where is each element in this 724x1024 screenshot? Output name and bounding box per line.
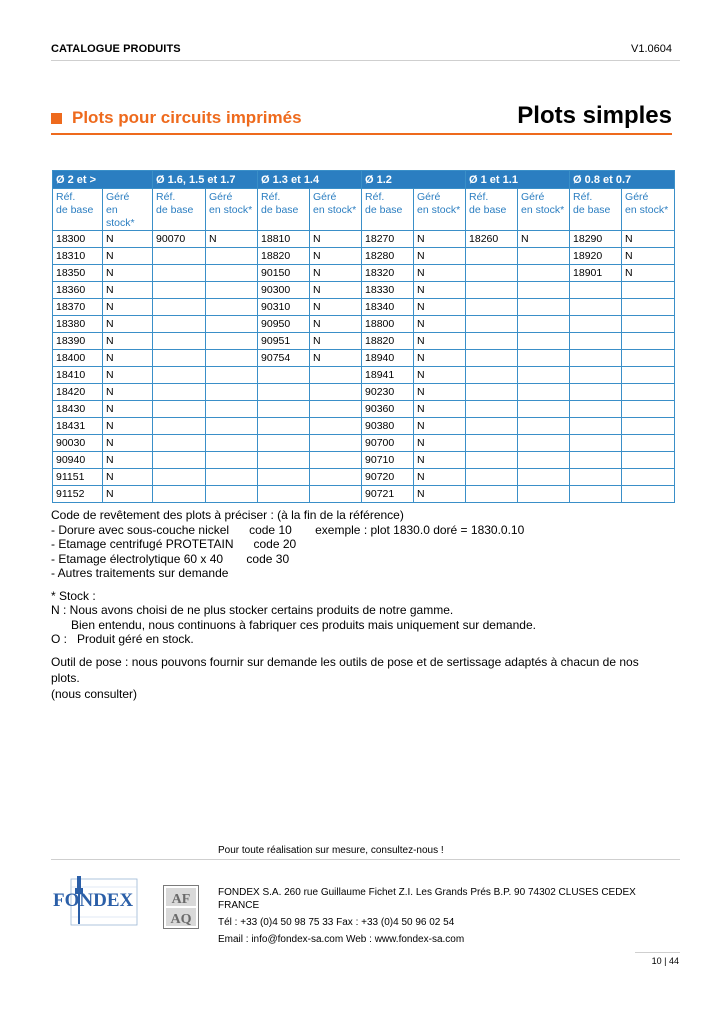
stock-cell	[310, 452, 362, 469]
table-row	[53, 265, 675, 282]
ref-cell	[153, 333, 206, 350]
stock-cell	[518, 316, 570, 333]
stock-cell	[622, 333, 675, 350]
table-row	[53, 231, 675, 248]
ref-cell: 18380	[53, 316, 103, 333]
stock-cell: N	[414, 231, 466, 248]
stock-cell	[310, 401, 362, 418]
ref-cell	[466, 418, 518, 435]
stock-cell	[206, 265, 258, 282]
ref-cell	[466, 486, 518, 503]
stock-o-line: O : Produit géré en stock.	[51, 632, 194, 646]
stock-cell: N	[414, 384, 466, 401]
stock-cell	[206, 486, 258, 503]
version-label: V1.0604	[631, 43, 672, 55]
stock-n-line: Bien entendu, nous continuons à fabriquer ces produits mais uniquement sur demande.	[51, 617, 536, 632]
stock-cell: N	[310, 248, 362, 265]
stock-cell	[622, 367, 675, 384]
stock-cell	[206, 452, 258, 469]
table-row	[53, 367, 675, 384]
ref-cell	[153, 265, 206, 282]
ref-cell: 90300	[258, 282, 310, 299]
stock-cell: N	[310, 231, 362, 248]
ref-cell: 90360	[362, 401, 414, 418]
ref-cell: 18410	[53, 367, 103, 384]
ref-cell: 18280	[362, 248, 414, 265]
stock-cell	[518, 248, 570, 265]
tool-line: (nous consulter)	[51, 687, 138, 701]
ref-cell: 90030	[53, 435, 103, 452]
ref-cell: 18940	[362, 350, 414, 367]
ref-cell	[466, 401, 518, 418]
stock-cell	[518, 452, 570, 469]
ref-cell: 90150	[258, 265, 310, 282]
ref-cell: 18260	[466, 231, 518, 248]
stock-cell	[206, 401, 258, 418]
ref-cell: 90721	[362, 486, 414, 503]
ref-cell	[153, 350, 206, 367]
stock-cell	[622, 469, 675, 486]
ref-cell: 18820	[258, 248, 310, 265]
orange-square-icon	[51, 113, 62, 124]
ref-cell	[153, 401, 206, 418]
stock-cell: N	[310, 265, 362, 282]
stock-cell	[622, 401, 675, 418]
page-number-divider	[635, 952, 680, 953]
ref-cell: 18420	[53, 384, 103, 401]
afaq-logo	[163, 885, 199, 929]
ref-cell	[466, 248, 518, 265]
ref-cell: 90951	[258, 333, 310, 350]
group-header: Ø 1.6, 1.5 et 1.7	[153, 171, 258, 189]
stock-cell	[518, 299, 570, 316]
coating-line: - Etamage électrolytique 60 x 40 code 30	[51, 551, 290, 566]
ref-cell: 90754	[258, 350, 310, 367]
ref-cell	[466, 350, 518, 367]
ref-cell	[570, 486, 622, 503]
stock-cell	[518, 350, 570, 367]
logo-text: FONDEX	[53, 890, 134, 911]
company-phone: Tél : +33 (0)4 50 98 75 33 Fax : +33 (0)4 50 96 02 54	[218, 917, 455, 928]
company-info	[218, 886, 680, 946]
group-header: Ø 1.3 et 1.4	[258, 171, 362, 189]
header-divider	[51, 60, 680, 61]
ref-cell: 18290	[570, 231, 622, 248]
ref-cell	[258, 486, 310, 503]
ref-cell: 18400	[53, 350, 103, 367]
stock-cell: N	[103, 350, 153, 367]
ref-cell: 18430	[53, 401, 103, 418]
ref-cell: 18920	[570, 248, 622, 265]
ref-cell: 90700	[362, 435, 414, 452]
stock-cell	[310, 469, 362, 486]
stock-cell	[310, 435, 362, 452]
ref-cell	[153, 248, 206, 265]
stock-cell	[206, 316, 258, 333]
ref-cell: 18800	[362, 316, 414, 333]
company-address: FONDEX S.A. 260 rue Guillaume Fichet Z.I. Les Grands Prés B.P. 90 74302 CLUSES CEDEX	[218, 887, 636, 898]
group-header: Ø 0.8 et 0.7	[570, 171, 675, 189]
ref-cell	[153, 299, 206, 316]
catalogue-header: CATALOGUE PRODUITS	[51, 43, 181, 55]
table-row	[53, 350, 675, 367]
stock-cell	[206, 469, 258, 486]
ref-cell	[570, 452, 622, 469]
ref-cell: 18310	[53, 248, 103, 265]
stock-cell: N	[103, 333, 153, 350]
stock-cell: N	[310, 333, 362, 350]
stock-cell: N	[103, 282, 153, 299]
ref-cell	[466, 265, 518, 282]
ref-cell: 18820	[362, 333, 414, 350]
stock-cell	[206, 435, 258, 452]
stock-cell: N	[414, 248, 466, 265]
ref-cell	[153, 469, 206, 486]
ref-cell	[570, 367, 622, 384]
ref-cell: 18270	[362, 231, 414, 248]
ref-cell: 18340	[362, 299, 414, 316]
stock-cell	[518, 333, 570, 350]
stock-cell: N	[414, 282, 466, 299]
stock-cell	[622, 282, 675, 299]
stock-cell	[622, 486, 675, 503]
table-row	[53, 418, 675, 435]
stock-cell	[518, 265, 570, 282]
stock-n-line: N : Nous avons choisi de ne plus stocker certains produits de notre gamme.	[51, 603, 454, 617]
company-country: FRANCE	[218, 900, 260, 911]
table-row	[53, 248, 675, 265]
ref-cell	[153, 384, 206, 401]
afaq-bottom-text: AQ	[170, 912, 192, 927]
stock-cell	[518, 367, 570, 384]
stock-cell	[518, 282, 570, 299]
stock-cell	[310, 367, 362, 384]
stock-cell: N	[414, 418, 466, 435]
stock-cell: N	[103, 469, 153, 486]
table-row	[53, 486, 675, 503]
ref-cell	[570, 401, 622, 418]
ref-cell: 90950	[258, 316, 310, 333]
ref-cell: 18300	[53, 231, 103, 248]
table-row	[53, 282, 675, 299]
ref-cell	[570, 282, 622, 299]
stock-cell: N	[103, 299, 153, 316]
group-header: Ø 1.2	[362, 171, 466, 189]
page-number: 10 | 44	[651, 956, 679, 966]
coating-line: - Autres traitements sur demande	[51, 566, 229, 580]
ref-cell	[258, 367, 310, 384]
table-row	[53, 435, 675, 452]
stock-cell	[206, 333, 258, 350]
ref-cell	[466, 299, 518, 316]
stock-cell	[310, 486, 362, 503]
ref-cell	[570, 333, 622, 350]
stock-cell: N	[414, 316, 466, 333]
stock-cell: N	[414, 469, 466, 486]
table-row	[53, 452, 675, 469]
ref-cell	[153, 452, 206, 469]
ref-cell	[153, 367, 206, 384]
ref-cell	[570, 384, 622, 401]
ref-cell: 18370	[53, 299, 103, 316]
stock-cell: N	[518, 231, 570, 248]
stock-header: Géré en stock*	[310, 189, 362, 231]
ref-cell	[466, 452, 518, 469]
stock-cell: N	[103, 418, 153, 435]
ref-cell	[258, 452, 310, 469]
stock-cell	[622, 435, 675, 452]
ref-cell	[570, 299, 622, 316]
stock-cell: N	[103, 452, 153, 469]
table-row	[53, 299, 675, 316]
ref-cell	[258, 401, 310, 418]
ref-cell	[466, 367, 518, 384]
ref-cell	[570, 350, 622, 367]
ref-cell	[466, 333, 518, 350]
stock-cell: N	[622, 248, 675, 265]
stock-cell: N	[414, 486, 466, 503]
stock-cell: N	[310, 299, 362, 316]
ref-cell: 90380	[362, 418, 414, 435]
stock-cell	[622, 350, 675, 367]
stock-cell: N	[622, 231, 675, 248]
notes-block	[51, 508, 691, 702]
ref-cell: 18330	[362, 282, 414, 299]
ref-cell: 18901	[570, 265, 622, 282]
ref-cell: 90720	[362, 469, 414, 486]
stock-cell: N	[206, 231, 258, 248]
stock-cell	[206, 367, 258, 384]
stock-cell	[518, 486, 570, 503]
ref-cell	[570, 469, 622, 486]
ref-cell	[466, 435, 518, 452]
ref-header: Réf. de base	[53, 189, 103, 231]
ref-cell	[153, 418, 206, 435]
ref-cell: 18390	[53, 333, 103, 350]
ref-cell	[153, 282, 206, 299]
ref-cell: 18941	[362, 367, 414, 384]
stock-cell: N	[310, 316, 362, 333]
stock-cell: N	[310, 282, 362, 299]
stock-header: Géré en stock*	[103, 189, 153, 231]
stock-header: Géré en stock*	[206, 189, 258, 231]
stock-cell	[622, 418, 675, 435]
stock-cell: N	[103, 231, 153, 248]
fondex-logo	[51, 873, 143, 933]
stock-cell: N	[103, 316, 153, 333]
stock-cell	[622, 452, 675, 469]
ref-cell: 91152	[53, 486, 103, 503]
stock-cell	[518, 384, 570, 401]
stock-cell	[310, 384, 362, 401]
coating-line: - Dorure avec sous-couche nickel code 10 exemple : plot 1830.0 doré = 1830.0.10	[51, 522, 525, 537]
ref-header: Réf. de base	[466, 189, 518, 231]
stock-cell	[518, 418, 570, 435]
stock-cell	[518, 401, 570, 418]
stock-cell	[622, 316, 675, 333]
ref-cell: 18810	[258, 231, 310, 248]
group-header: Ø 1 et 1.1	[466, 171, 570, 189]
ref-cell	[466, 316, 518, 333]
coating-title: Code de revêtement des plots à préciser : (à la fin de la référence)	[51, 508, 404, 522]
stock-cell: N	[622, 265, 675, 282]
stock-cell: N	[414, 299, 466, 316]
ref-cell: 90940	[53, 452, 103, 469]
ref-cell	[258, 384, 310, 401]
ref-cell: 91151	[53, 469, 103, 486]
stock-cell: N	[103, 435, 153, 452]
sub-header-row	[53, 189, 675, 231]
stock-cell	[518, 435, 570, 452]
ref-cell	[466, 384, 518, 401]
stock-cell: N	[103, 486, 153, 503]
company-web: Email : info@fondex-sa.com Web : www.fondex-sa.com	[218, 934, 465, 945]
ref-cell	[466, 282, 518, 299]
table-row	[53, 401, 675, 418]
group-header: Ø 2 et >	[53, 171, 153, 189]
ref-cell	[570, 418, 622, 435]
table-body	[53, 231, 675, 503]
stock-cell: N	[103, 367, 153, 384]
stock-cell	[206, 299, 258, 316]
ref-cell: 90230	[362, 384, 414, 401]
ref-cell: 18431	[53, 418, 103, 435]
stock-header: Géré en stock*	[622, 189, 675, 231]
stock-cell	[206, 384, 258, 401]
coating-line: - Etamage centrifugé PROTETAIN code 20	[51, 537, 297, 551]
ref-cell	[258, 469, 310, 486]
ref-header: Réf. de base	[362, 189, 414, 231]
table-row	[53, 316, 675, 333]
stock-cell: N	[103, 384, 153, 401]
stock-cell: N	[103, 248, 153, 265]
ref-cell: 90310	[258, 299, 310, 316]
page-title: Plots simples	[517, 102, 672, 129]
stock-cell: N	[103, 265, 153, 282]
stock-cell	[310, 418, 362, 435]
stock-cell: N	[414, 452, 466, 469]
stock-header: Géré en stock*	[518, 189, 570, 231]
ref-cell	[258, 435, 310, 452]
section-title-text: Plots pour circuits imprimés	[72, 108, 302, 127]
stock-cell	[622, 384, 675, 401]
ref-header: Réf. de base	[153, 189, 206, 231]
table-row	[53, 333, 675, 350]
title-divider	[51, 133, 672, 135]
stock-cell: N	[414, 265, 466, 282]
table-row	[53, 469, 675, 486]
ref-cell	[153, 316, 206, 333]
stock-cell: N	[414, 350, 466, 367]
tool-line: plots.	[51, 671, 80, 685]
table-row	[53, 384, 675, 401]
ref-cell: 18320	[362, 265, 414, 282]
ref-header: Réf. de base	[258, 189, 310, 231]
stock-title: * Stock :	[51, 588, 96, 603]
stock-cell: N	[414, 367, 466, 384]
stock-cell	[206, 282, 258, 299]
ref-cell	[466, 469, 518, 486]
ref-cell	[570, 316, 622, 333]
stock-cell	[622, 299, 675, 316]
ref-cell: 90710	[362, 452, 414, 469]
ref-cell: 18350	[53, 265, 103, 282]
stock-cell	[206, 350, 258, 367]
plots-table	[52, 170, 675, 503]
ref-cell	[570, 435, 622, 452]
stock-cell: N	[414, 333, 466, 350]
ref-cell	[153, 486, 206, 503]
stock-cell	[518, 469, 570, 486]
section-title	[51, 108, 302, 128]
stock-cell: N	[414, 401, 466, 418]
stock-cell: N	[310, 350, 362, 367]
ref-cell: 90070	[153, 231, 206, 248]
group-header-row	[53, 171, 675, 189]
ref-cell	[258, 418, 310, 435]
ref-header: Réf. de base	[570, 189, 622, 231]
stock-cell: N	[414, 435, 466, 452]
ref-cell: 18360	[53, 282, 103, 299]
footer-divider	[51, 859, 680, 860]
footer-tagline: Pour toute réalisation sur mesure, consultez-nous !	[218, 845, 444, 856]
afaq-top-text: AF	[171, 892, 191, 907]
stock-header: Géré en stock*	[414, 189, 466, 231]
stock-cell	[206, 418, 258, 435]
stock-cell: N	[103, 401, 153, 418]
tool-line: Outil de pose : nous pouvons fournir sur demande les outils de pose et de sertissage adaptés à chacun de nos	[51, 654, 639, 669]
stock-cell	[206, 248, 258, 265]
ref-cell	[153, 435, 206, 452]
